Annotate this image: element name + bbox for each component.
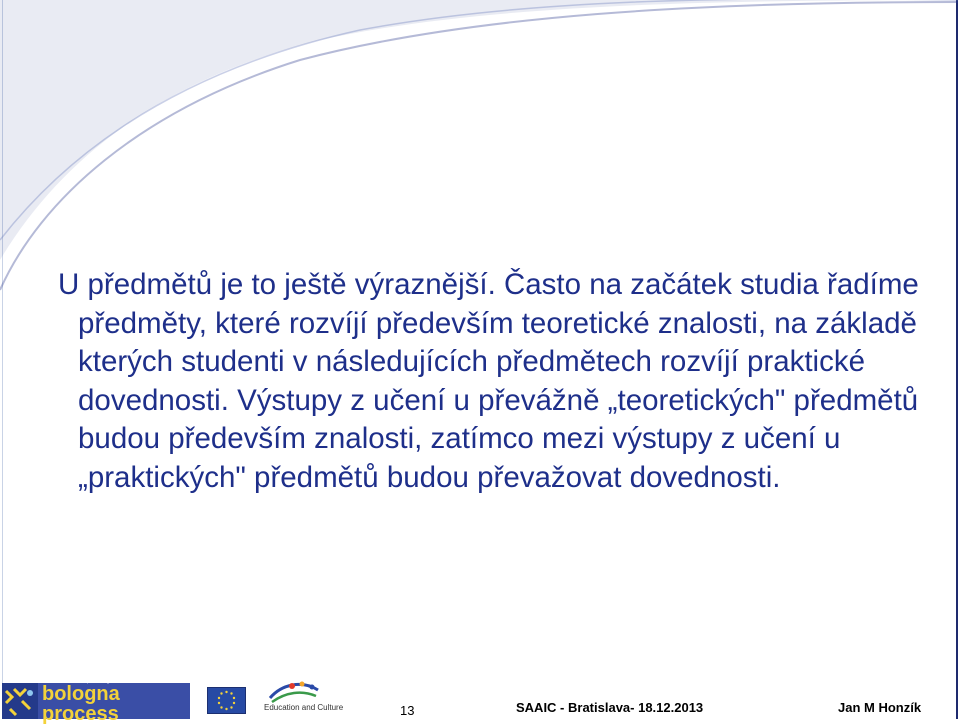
bologna-tagline: towards the european higher education area bbox=[42, 678, 160, 684]
eu-flag-icon bbox=[207, 687, 246, 714]
bologna-name: bologna process bbox=[42, 683, 120, 725]
bologna-logo-icon bbox=[2, 683, 38, 719]
page-number: 13 bbox=[400, 703, 415, 718]
slide-body-text: U předmětů je to ještě výraznější. Často na začátek studia řadíme předměty, které rozvíjí především teoretické znalosti, na základě kterých studenti v následujících předmětech rozvíjí praktické dovednosti. Výstupy z učení u převážně „teoretických" předmětů budou především znalosti, zatímco mezi výstupy z učení u „praktických" předmětů budou převažovat dovednosti. bbox=[58, 268, 919, 494]
education-culture-label: Education and Culture bbox=[264, 703, 344, 712]
footer-event-text: SAAIC - Bratislava- 18.12.2013 bbox=[516, 700, 704, 715]
decorative-swoosh bbox=[0, 0, 960, 300]
bologna-process-logo bbox=[2, 678, 190, 725]
footer-author: Jan M Honzík bbox=[838, 700, 922, 715]
education-culture-logo-icon bbox=[262, 678, 352, 720]
